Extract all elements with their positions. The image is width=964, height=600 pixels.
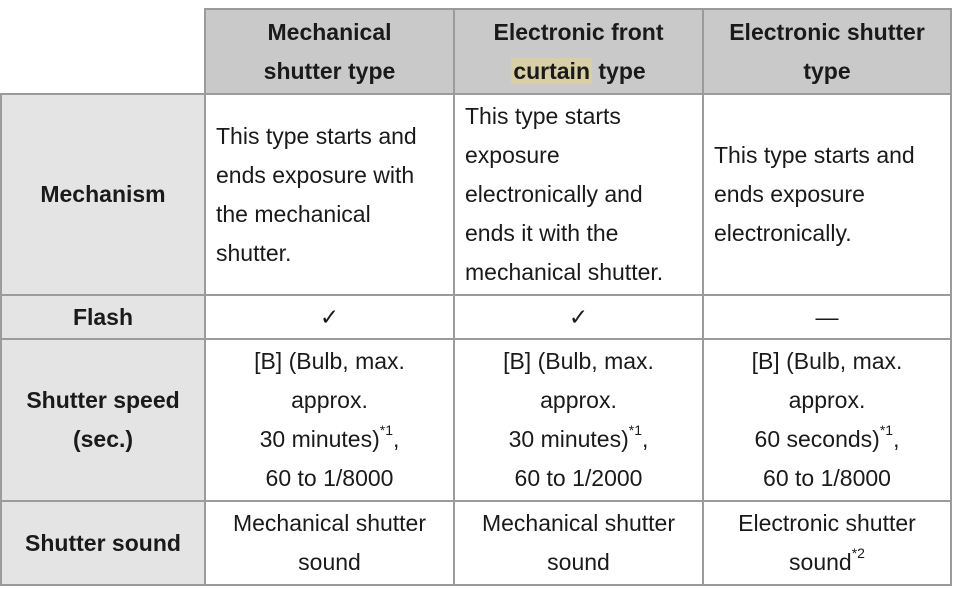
shutter-sound-cell-mechanical: Mechanical shutter sound — [205, 501, 454, 585]
header-mechanical-shutter — [205, 9, 454, 94]
mechanism-cell-mechanical: This type starts and ends exposure with the mechanical shutter. — [205, 94, 454, 295]
mechanism-cell-electronic: This type starts and ends exposure electronically. — [703, 94, 951, 295]
mechanism-row — [1, 94, 951, 295]
footnote-marker: *1 — [879, 422, 894, 439]
row-header-mechanism: Mechanism — [1, 94, 205, 295]
shutter-type-table — [0, 8, 952, 586]
header-electronic-front-curtain — [454, 9, 703, 94]
footnote-marker: *2 — [851, 545, 865, 562]
row-header-shutter-speed: Shutter speed (sec.) — [1, 339, 205, 501]
header-text: Electronic shutter — [729, 18, 925, 45]
flash-row — [1, 295, 951, 339]
header-electronic-shutter — [703, 9, 951, 94]
header-text: Electronic front — [493, 18, 664, 45]
mechanism-cell-electronic-front-curtain: This type starts exposure electronically and ends it with the mechanical shutter. — [454, 94, 703, 295]
empty-corner-cell — [1, 9, 205, 94]
footnote-marker: *1 — [379, 422, 393, 439]
shutter-speed-cell-mechanical: [B] (Bulb, max. approx. 30 minutes)$^{*1}$, 60 to 1/8000 — [205, 339, 454, 501]
header-text: type — [592, 57, 646, 84]
shutter-type-table-container — [0, 8, 952, 586]
shutter-sound-cell-electronic: Electronic shutter sound$^{*2}$ — [703, 501, 951, 585]
flash-check-icon: ✓ — [454, 295, 703, 339]
highlighted-word: curtain — [513, 57, 590, 84]
flash-check-icon: ✓ — [205, 295, 454, 339]
footnote-marker: *1 — [628, 422, 642, 439]
row-header-flash: Flash — [1, 295, 205, 339]
flash-dash-icon: — — [703, 295, 951, 339]
header-text: Mechanical — [267, 18, 392, 45]
shutter-speed-cell-electronic: [B] (Bulb, max. approx. 60 seconds)$^{*1}$, 60 to 1/8000 — [703, 339, 951, 501]
header-row — [1, 9, 951, 94]
shutter-sound-row — [1, 501, 951, 585]
shutter-speed-cell-electronic-front-curtain: [B] (Bulb, max. approx. 30 minutes)$^{*1}$, 60 to 1/2000 — [454, 339, 703, 501]
shutter-speed-row — [1, 339, 951, 501]
header-text: type — [803, 57, 851, 84]
shutter-sound-cell-electronic-front-curtain: Mechanical shutter sound — [454, 501, 703, 585]
row-header-shutter-sound: Shutter sound — [1, 501, 205, 585]
header-text: shutter type — [263, 57, 396, 84]
